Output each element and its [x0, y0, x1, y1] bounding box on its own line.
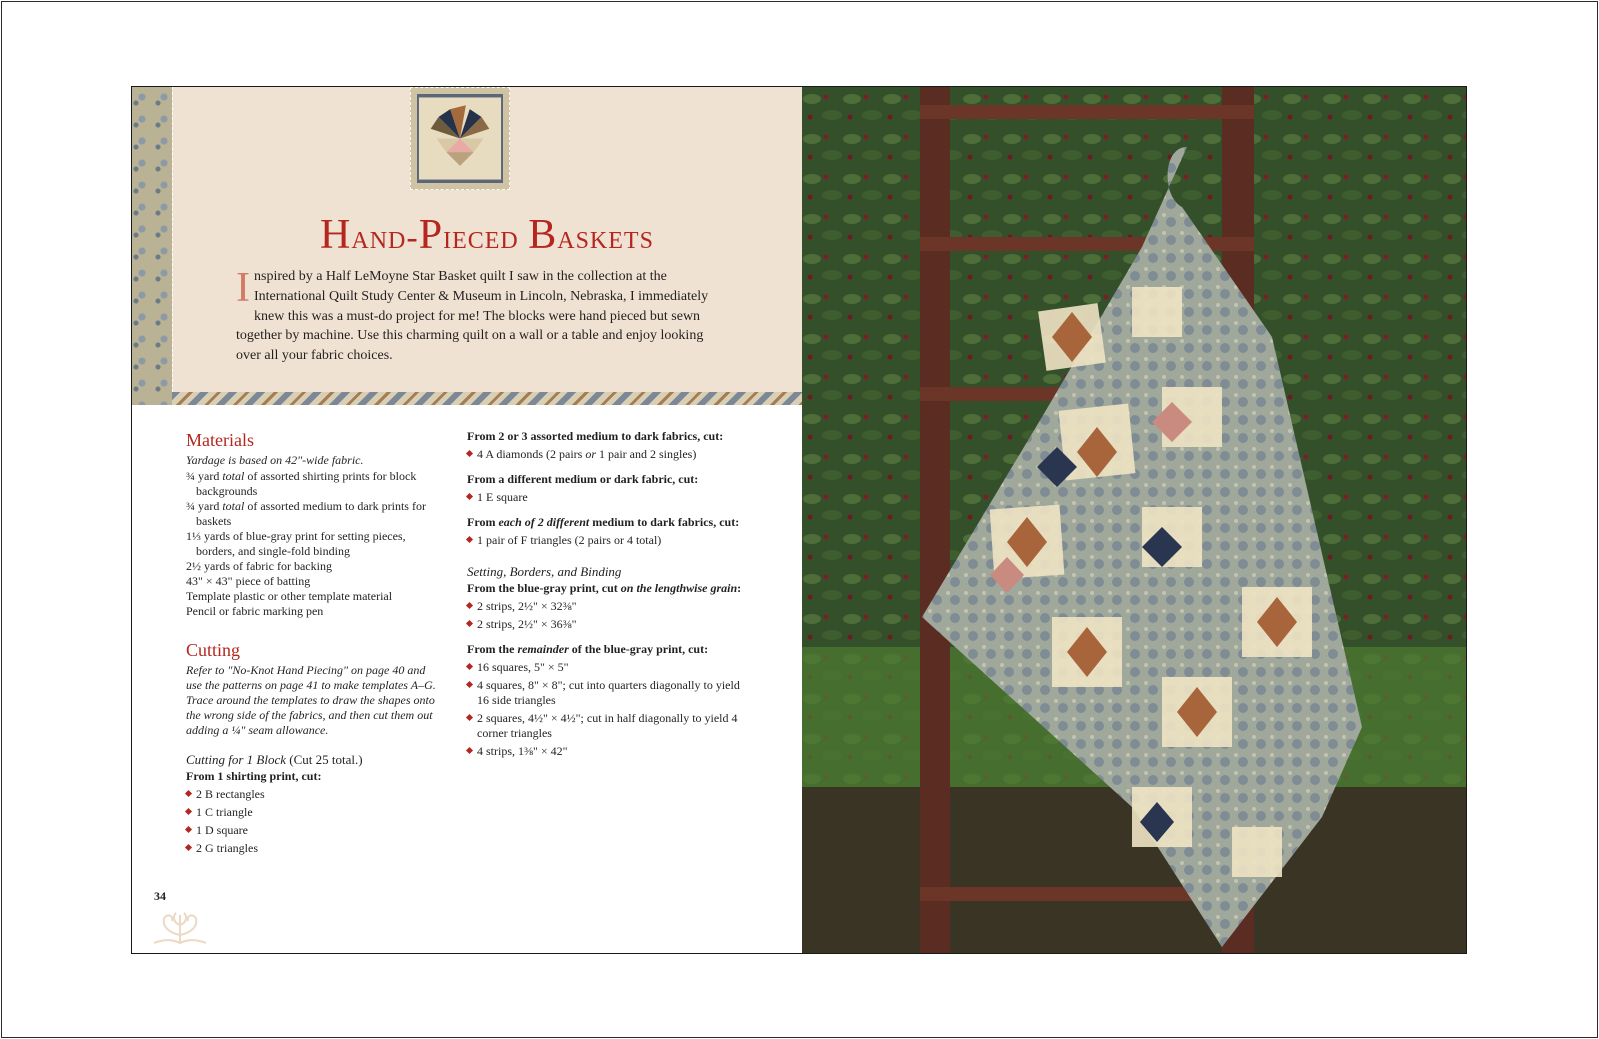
- flourish-ornament-icon: [150, 905, 210, 945]
- cutting-note: Refer to "No-Knot Hand Piecing" on page 40 and use the patterns on page 41 to make templates A–G. Trace around the templates to draw the shapes onto the wrong side of the fabrics, and then cut them out adding a ¼" seam allowance.: [186, 663, 436, 737]
- diamond-bullet-icon: [185, 790, 192, 797]
- each-group: [467, 515, 747, 548]
- border-strip: [172, 392, 802, 405]
- assorted-group: [467, 429, 747, 462]
- left-page: [132, 87, 802, 953]
- remainder-group: [467, 642, 747, 759]
- quilt-photo-illustration: [802, 87, 1467, 953]
- diamond-bullet-icon: [466, 450, 473, 457]
- page-title: Hand-Pieced Baskets: [320, 212, 654, 258]
- materials-heading: Materials: [186, 430, 254, 450]
- setting-subheading: Setting, Borders, and Binding: [467, 564, 622, 579]
- block-subheading: Cutting for 1 Block (Cut 25 total.): [186, 752, 363, 767]
- drop-cap: I: [236, 265, 250, 311]
- diamond-bullet-icon: [466, 620, 473, 627]
- diamond-bullet-icon: [466, 493, 473, 500]
- list-item: ¾ yard total of assorted medium to dark prints for baskets: [186, 499, 426, 528]
- diamond-bullet-icon: [466, 663, 473, 670]
- column-left: [186, 429, 436, 856]
- list-item: 2 B rectangles: [186, 787, 436, 802]
- list-item: 4 strips, 1⅜" × 42": [467, 744, 747, 759]
- diamond-bullet-icon: [466, 747, 473, 754]
- intro-paragraph: Inspired by a Half LeMoyne Star Basket quilt I saw in the collection at the International Quilt Study Center & Museum in Lincoln, Nebraska, I immediately knew this was a must-do project for me! The blocks were hand pieced but sewn together by machine. Use this charming quilt on a wall or a table and enjoy looking over all your fabric choices.: [236, 265, 709, 364]
- remainder-label: From the remainder of the blue-gray print, cut:: [467, 642, 709, 656]
- diamond-bullet-icon: [466, 681, 473, 688]
- list-item: 1 D square: [186, 823, 436, 838]
- list-item: 2 G triangles: [186, 841, 436, 856]
- list-item: 16 squares, 5" × 5": [467, 660, 747, 675]
- different-group: [467, 472, 747, 505]
- list-item: 4 squares, 8" × 8"; cut into quarters diagonally to yield 16 side triangles: [467, 678, 747, 708]
- diamond-bullet-icon: [185, 844, 192, 851]
- list-item: 2½ yards of fabric for backing: [186, 559, 332, 573]
- list-item: 1 C triangle: [186, 805, 436, 820]
- list-item: 2 strips, 2½" × 32⅜": [467, 599, 747, 614]
- diamond-bullet-icon: [466, 714, 473, 721]
- diamond-bullet-icon: [466, 602, 473, 609]
- list-item: 4 A diamonds (2 pairs or 1 pair and 2 singles): [467, 447, 747, 462]
- column-right: [467, 429, 747, 769]
- shirting-label: From 1 shirting print, cut:: [186, 769, 322, 783]
- list-item: 1 E square: [467, 490, 747, 505]
- cutting-heading: Cutting: [186, 640, 241, 660]
- list-item: 1 pair of F triangles (2 pairs or 4 total): [467, 533, 747, 548]
- materials-note: Yardage is based on 42"-wide fabric.: [186, 453, 364, 467]
- blue-gray-label: From the blue-gray print, cut on the lengthwise grain:: [467, 581, 742, 595]
- each-label: From each of 2 different medium to dark fabrics, cut:: [467, 515, 740, 529]
- list-item: 2 strips, 2½" × 36⅜": [467, 617, 747, 632]
- quilt-on-ladder-photo: [802, 87, 1467, 953]
- materials-list: [186, 469, 436, 619]
- list-item: Template plastic or other template material: [186, 589, 393, 603]
- blue-gray-group: [467, 581, 747, 632]
- list-item: 43" × 43" piece of batting: [186, 574, 311, 588]
- list-item: 1⅓ yards of blue-gray print for setting pieces, borders, and single-fold binding: [186, 529, 406, 558]
- different-label: From a different medium or dark fabric, cut:: [467, 472, 699, 486]
- diamond-bullet-icon: [185, 808, 192, 815]
- assorted-label: From 2 or 3 assorted medium to dark fabrics, cut:: [467, 429, 724, 443]
- quilt-block-thumbnail: [410, 87, 510, 190]
- book-spread: [131, 86, 1467, 954]
- diamond-bullet-icon: [185, 826, 192, 833]
- page-number: 34: [154, 889, 166, 903]
- list-item: 2 squares, 4½" × 4½"; cut in half diagonally to yield 4 corner triangles: [467, 711, 747, 741]
- diamond-bullet-icon: [466, 536, 473, 543]
- basket-block-icon: [417, 94, 503, 183]
- list-item: ¾ yard total of assorted shirting prints for block backgrounds: [186, 469, 417, 498]
- list-item: Pencil or fabric marking pen: [186, 604, 324, 618]
